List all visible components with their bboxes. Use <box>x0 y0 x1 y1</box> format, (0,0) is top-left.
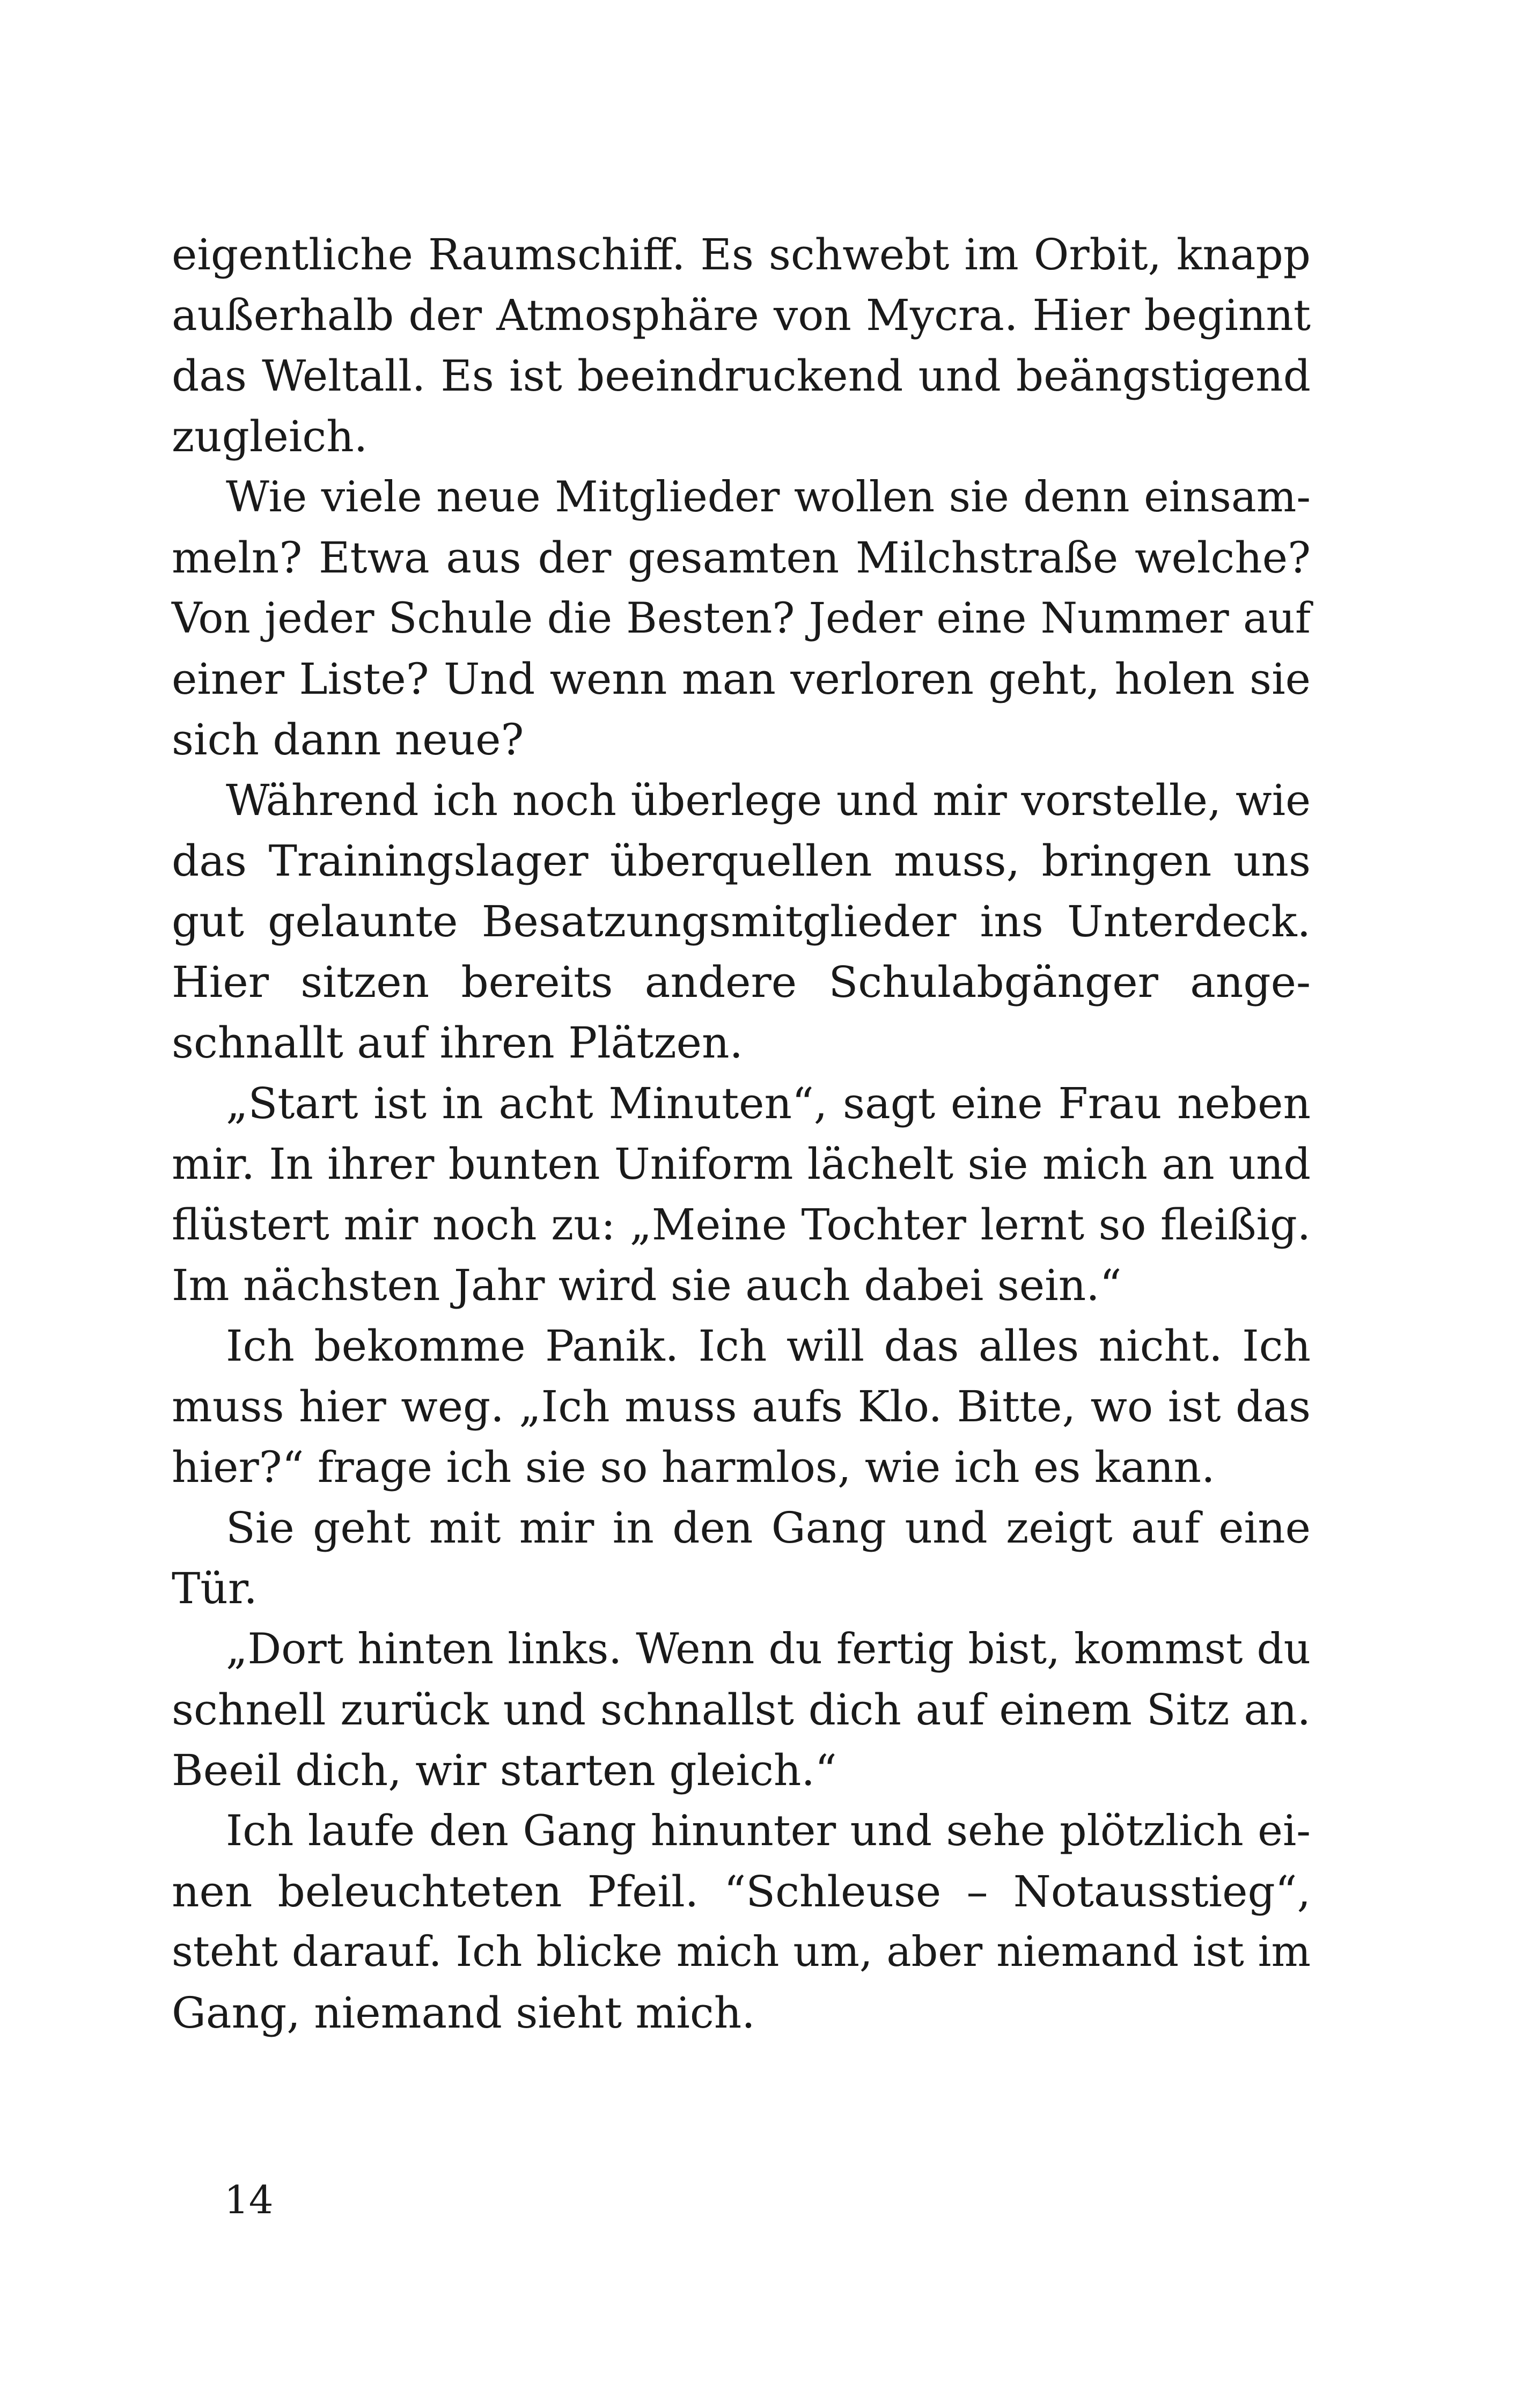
text-line: Beeil dich, wir starten gleich.“ <box>172 1745 837 1795</box>
paragraph <box>172 1619 1311 1801</box>
text-line: muss hier weg. „Ich muss aufs Klo. Bitte, wo ist das <box>172 1382 1311 1431</box>
text-line: Ich bekomme Panik. Ich will das alles nicht. Ich <box>226 1321 1311 1371</box>
text-line: gut gelaunte Besatzungsmitglieder ins Unterdeck. <box>172 897 1311 946</box>
text-line: einer Liste? Und wenn man verloren geht, holen sie <box>172 654 1311 704</box>
text-line: „Start ist in acht Minuten“, sagt eine Frau neben <box>226 1078 1311 1128</box>
text-line: Während ich noch überlege und mir vorstelle, wie <box>226 775 1311 825</box>
body-text <box>172 224 1311 2043</box>
text-line: schnallt auf ihren Plätzen. <box>172 1018 743 1068</box>
text-line: hier?“ frage ich sie so harmlos, wie ich es kann. <box>172 1442 1215 1492</box>
text-line: zugleich. <box>172 412 368 461</box>
paragraph <box>172 224 1311 467</box>
text-line: eigentliche Raumschiff. Es schwebt im Orbit, knapp <box>172 230 1311 280</box>
paragraph <box>172 1073 1311 1316</box>
text-line: Von jeder Schule die Besten? Jeder eine Nummer auf <box>172 594 1311 643</box>
text-line: Sie geht mit mir in den Gang und zeigt auf eine <box>226 1503 1311 1553</box>
text-line: mir. In ihrer bunten Uniform lächelt sie mich an und <box>172 1139 1311 1189</box>
text-line: nen beleuchteten Pfeil. “Schleuse – Notausstieg“, <box>172 1867 1311 1917</box>
text-line: Ich laufe den Gang hinunter und sehe plötzlich ei- <box>226 1806 1311 1855</box>
text-line: das Weltall. Es ist beeindruckend und beängstigend <box>172 351 1311 401</box>
text-line: außerhalb der Atmosphäre von Mycra. Hier beginnt <box>172 290 1311 340</box>
paragraph <box>172 770 1311 1073</box>
text-line: flüstert mir noch zu: „Meine Tochter lernt so fleißig. <box>172 1200 1311 1250</box>
text-line: Hier sitzen bereits andere Schulabgänger ange- <box>172 957 1311 1007</box>
paragraph <box>172 1316 1311 1497</box>
paragraph <box>172 467 1311 770</box>
text-line: Wie viele neue Mitglieder wollen sie denn einsam- <box>226 472 1311 522</box>
text-line: schnell zurück und schnallst dich auf einem Sitz an. <box>172 1685 1311 1735</box>
text-line: „Dort hinten links. Wenn du fertig bist, kommst du <box>226 1625 1311 1673</box>
page-number: 14 <box>224 2177 274 2222</box>
text-line: meln? Etwa aus der gesamten Milchstraße welche? <box>172 533 1311 583</box>
text-line: steht darauf. Ich blicke mich um, aber niemand ist im <box>172 1928 1311 1976</box>
text-line: das Trainingslager überquellen muss, bringen uns <box>172 836 1311 886</box>
text-line: Tür. <box>172 1563 258 1613</box>
text-line: Gang, niemand sieht mich. <box>172 1988 755 2038</box>
text-line: Im nächsten Jahr wird sie auch dabei sein.“ <box>172 1260 1122 1310</box>
text-line: sich dann neue? <box>172 715 524 765</box>
paragraph <box>172 1801 1311 2043</box>
paragraph <box>172 1497 1311 1619</box>
